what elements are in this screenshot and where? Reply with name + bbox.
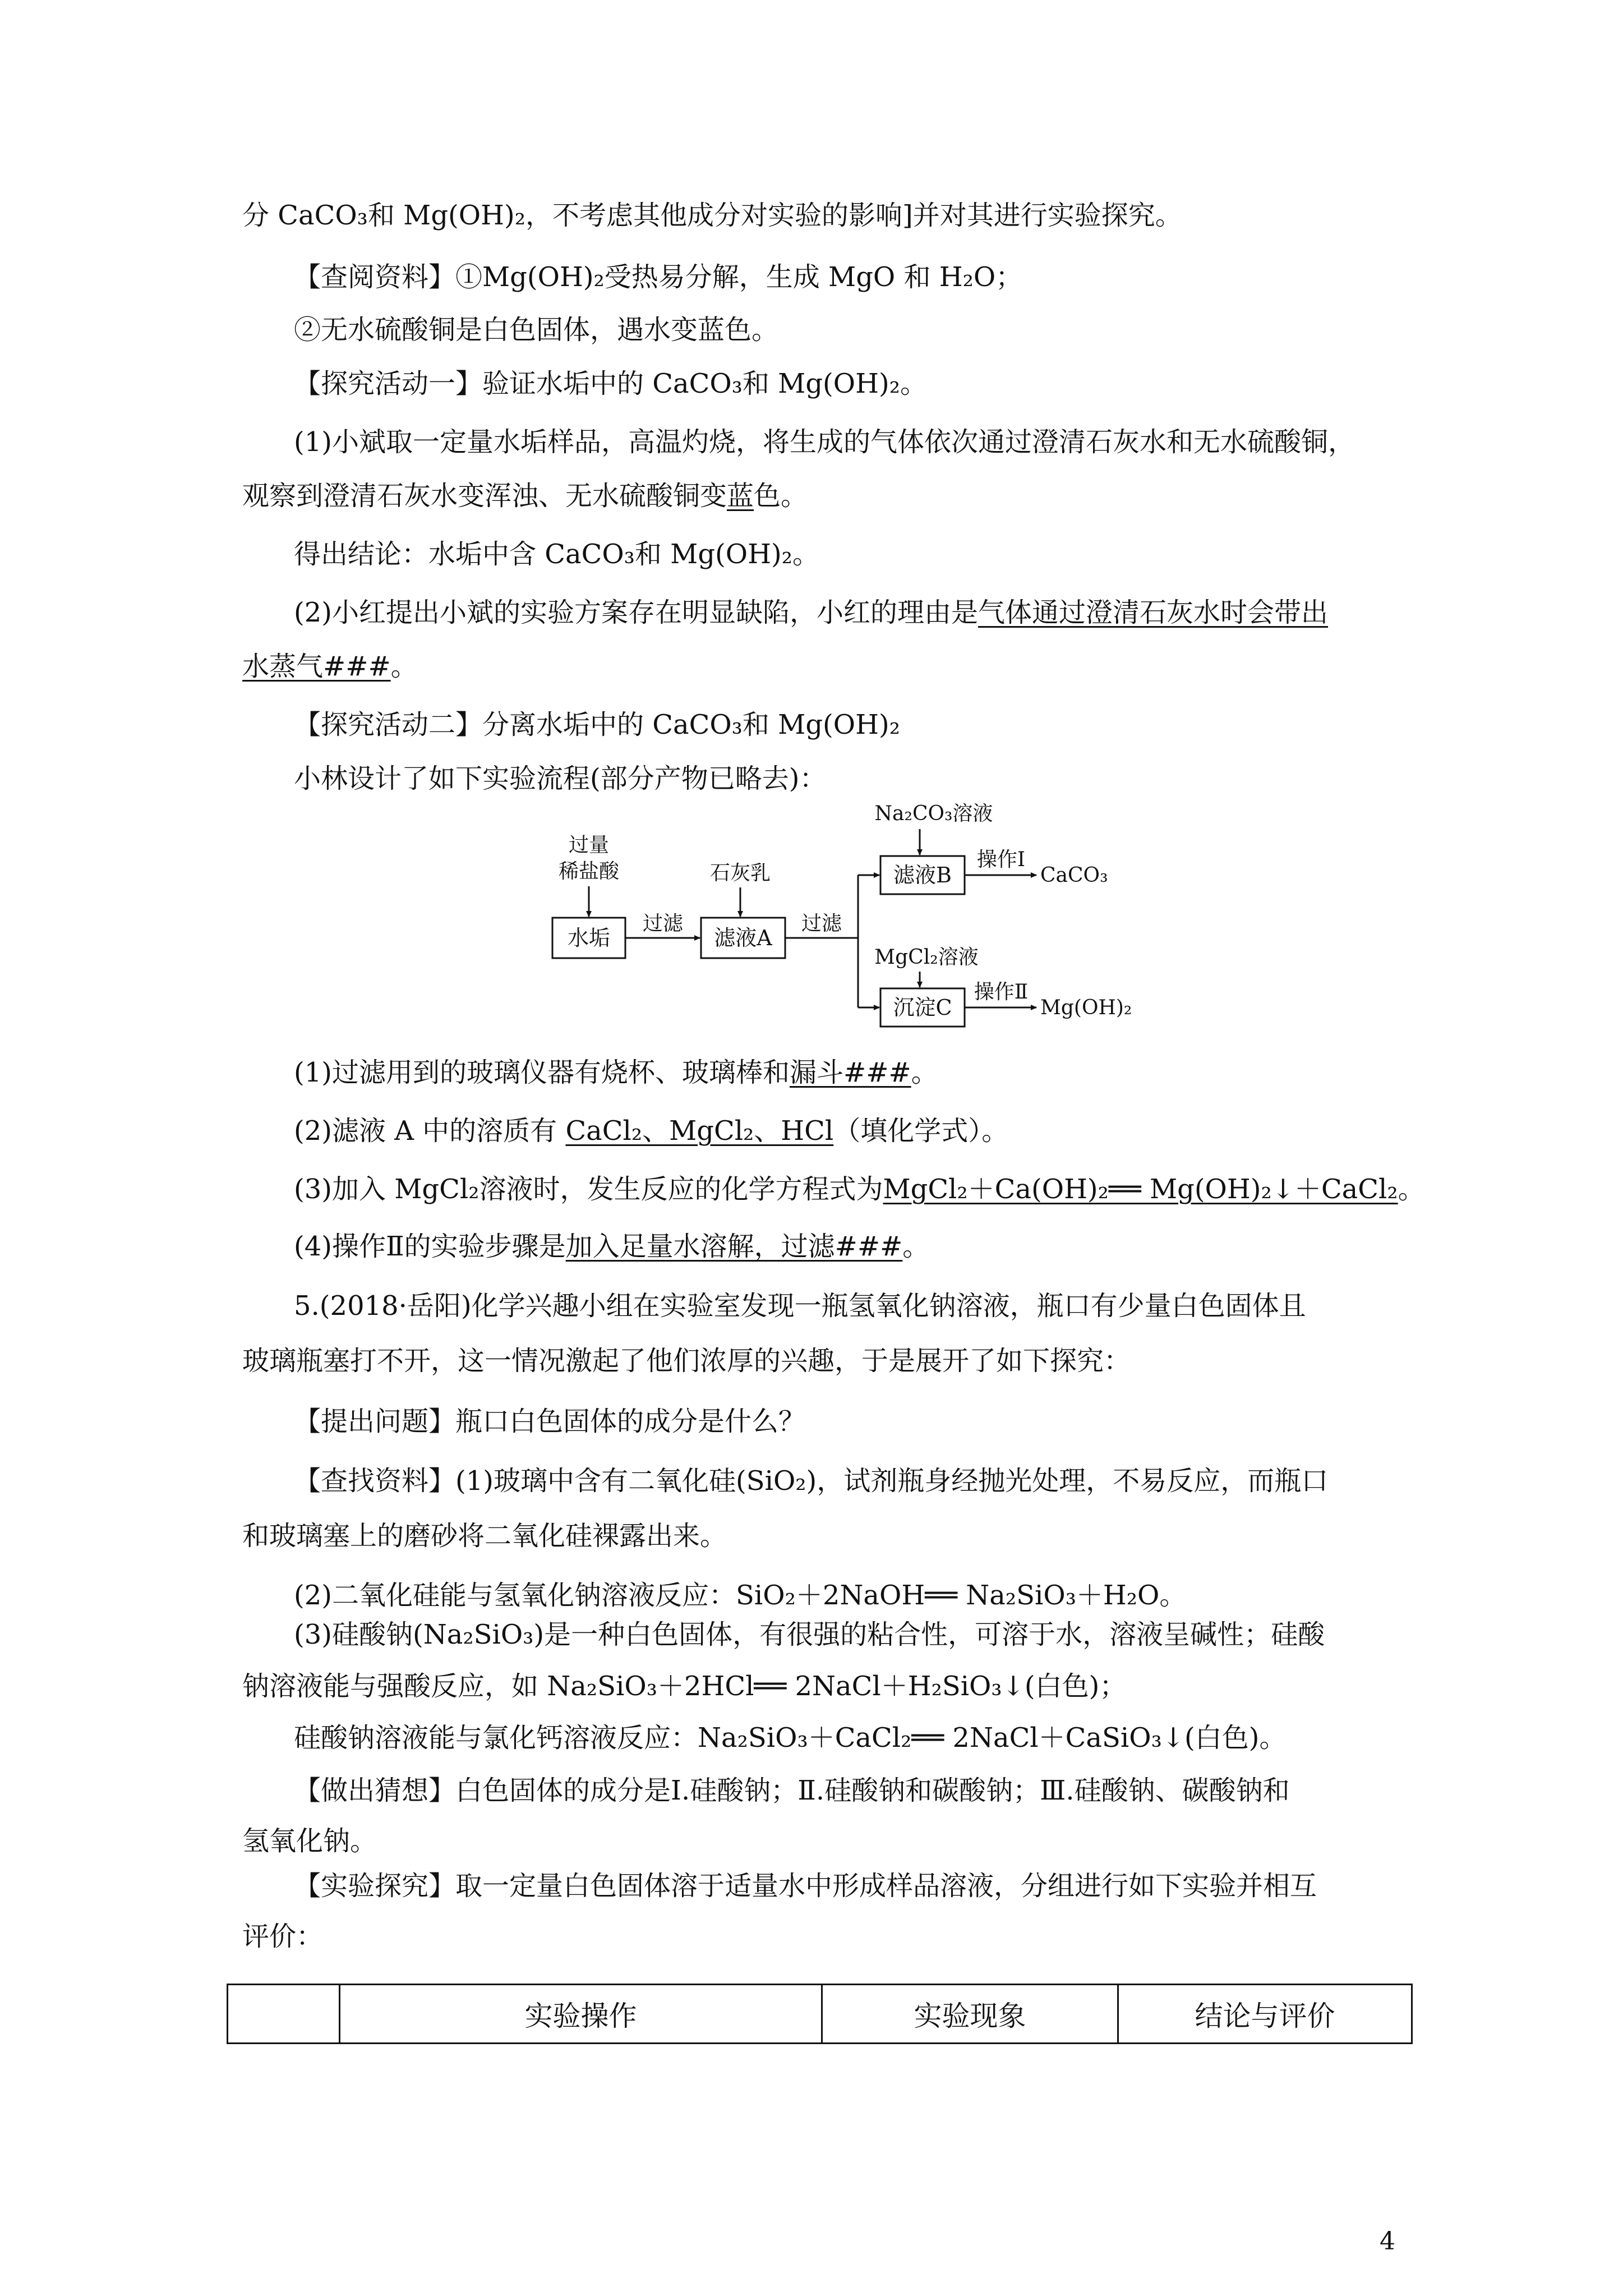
text-line [242,478,808,514]
reagent-mgcl2-label: MgCl₂溶液 [874,946,979,969]
reagent-na2co3-label: Na₂CO₃溶液 [874,802,993,825]
text-line: 小林设计了如下实验流程(部分产物已略去)： [294,763,827,794]
reagent-limewater-label: 石灰乳 [709,862,771,885]
answer-blank: 水蒸气### [242,651,391,682]
text-line: 分 CaCO₃和 Mg(OH)₂，不考虑其他成分对实验的影响]并对其进行实验探究。 [242,200,1182,231]
text-span: 色。 [754,480,808,512]
text-line: 评价： [242,1921,324,1952]
text-line [294,1171,1425,1207]
text-line: 得出结论：水垢中含 CaCO₃和 Mg(OH)₂。 [294,539,819,570]
text-line: 【查阅资料】①Mg(OH)₂受热易分解，生成 MgO 和 H₂O； [294,261,1023,293]
text-line [294,595,1328,631]
separation-flow-diagram [527,797,1166,1032]
filter-step-1-label: 过滤 [642,912,684,935]
text-span: (3)加入 MgCl₂溶液时，发生反应的化学方程式为 [294,1174,883,1205]
table-header-cell [228,1985,340,2044]
answer-blank: CaCl₂、MgCl₂、HCl [565,1115,834,1147]
text-line: 5.(2018·岳阳)化学兴趣小组在实验室发现一瓶氢氧化钠溶液，瓶口有少量白色固体且 [294,1290,1306,1322]
text-line [294,1228,929,1264]
table-header-cell: 实验现象 [822,1985,1118,2044]
text-line: 【探究活动一】验证水垢中的 CaCO₃和 Mg(OH)₂。 [294,368,927,399]
table-header-row [228,1985,1412,2044]
answer-blank: 漏斗### [790,1057,911,1088]
text-span: (1)过滤用到的玻璃仪器有烧杯、玻璃棒和 [294,1057,790,1088]
text-line: (1)小斌取一定量水垢样品，高温灼烧，将生成的气体依次通过澄清石灰水和无水硫酸铜， [294,426,1355,458]
product-caco3-label: CaCO₃ [1040,864,1108,887]
text-line: 和玻璃塞上的磨砂将二氧化硅裸露出来。 [242,1520,727,1552]
text-span: 。 [911,1057,938,1088]
answer-blank: 加入足量水溶解，过滤### [565,1231,903,1262]
text-line: ②无水硫酸铜是白色固体，遇水变蓝色。 [294,314,779,346]
product-mgoh2-label: Mg(OH)₂ [1040,996,1132,1019]
table-header-cell: 实验操作 [340,1985,822,2044]
reagent-hcl-label-2: 稀盐酸 [558,860,620,883]
text-line: 【提出问题】瓶口白色固体的成分是什么？ [294,1406,806,1437]
reagent-hcl-label-1: 过量 [568,834,610,857]
table-header-cell: 结论与评价 [1118,1985,1412,2044]
answer-blank: 气体通过澄清石灰水时会带出 [978,597,1329,628]
text-line: 【查找资料】(1)玻璃中含有二氧化硅(SiO₂)，试剂瓶身经抛光处理，不易反应，而瓶口 [294,1465,1329,1497]
box-filtrate-b-label: 滤液B [893,863,952,887]
answer-blank: 蓝 [727,480,754,512]
text-line: (2)二氧化硅能与氢氧化钠溶液反应：SiO₂＋2NaOH══ Na₂SiO₃＋H₂O。 [294,1580,1187,1611]
box-precipitate-c-label: 沉淀C [893,995,952,1020]
text-line: 【做出猜想】白色固体的成分是Ⅰ.硅酸钠；Ⅱ.硅酸钠和碳酸钠；Ⅲ.硅酸钠、碳酸钠和 [294,1775,1290,1806]
text-span: （填化学式）。 [833,1115,1009,1147]
page-number: 4 [1380,2227,1395,2256]
text-span: 。 [390,651,418,682]
text-span: 。 [1398,1174,1425,1205]
text-line: 硅酸钠溶液能与氯化钙溶液反应：Na₂SiO₃＋CaCl₂══ 2NaCl＋CaSiO₃↓(白色)。 [294,1722,1287,1754]
text-line [242,648,418,684]
text-line: 氢氧化钠。 [242,1825,377,1857]
answer-blank: MgCl₂＋Ca(OH)₂══ Mg(OH)₂↓＋CaCl₂ [883,1174,1398,1205]
text-line: 钠溶液能与强酸反应，如 Na₂SiO₃＋2HCl══ 2NaCl＋H₂SiO₃↓(白色)； [242,1671,1127,1702]
text-line: (3)硅酸钠(Na₂SiO₃)是一种白色固体，有很强的粘合性，可溶于水，溶液呈碱性；硅酸 [294,1619,1325,1650]
text-span: 。 [902,1231,930,1262]
text-span: 观察到澄清石灰水变浑浊、无水硫酸铜变 [242,480,727,512]
text-line [294,1113,1008,1149]
text-line: 玻璃瓶塞打不开，这一情况激起了他们浓厚的兴趣，于是展开了如下探究： [242,1345,1131,1377]
operation-2-label: 操作Ⅱ [974,981,1029,1004]
experiment-table [227,1984,1413,2044]
text-line: 【实验探究】取一定量白色固体溶于适量水中形成样品溶液，分组进行如下实验并相互 [294,1870,1317,1902]
text-span: (4)操作Ⅱ的实验步骤是 [294,1231,566,1262]
text-span: (2)滤液 A 中的溶质有 [294,1115,566,1147]
filter-step-2-label: 过滤 [801,912,842,935]
text-line [294,1055,938,1091]
box-scale-label: 水垢 [567,926,611,950]
operation-1-label: 操作Ⅰ [976,848,1026,871]
text-span: (2)小红提出小斌的实验方案存在明显缺陷，小红的理由是 [294,597,978,628]
text-line: 【探究活动二】分离水垢中的 CaCO₃和 Mg(OH)₂ [294,709,900,740]
box-filtrate-a-label: 滤液A [714,926,772,950]
